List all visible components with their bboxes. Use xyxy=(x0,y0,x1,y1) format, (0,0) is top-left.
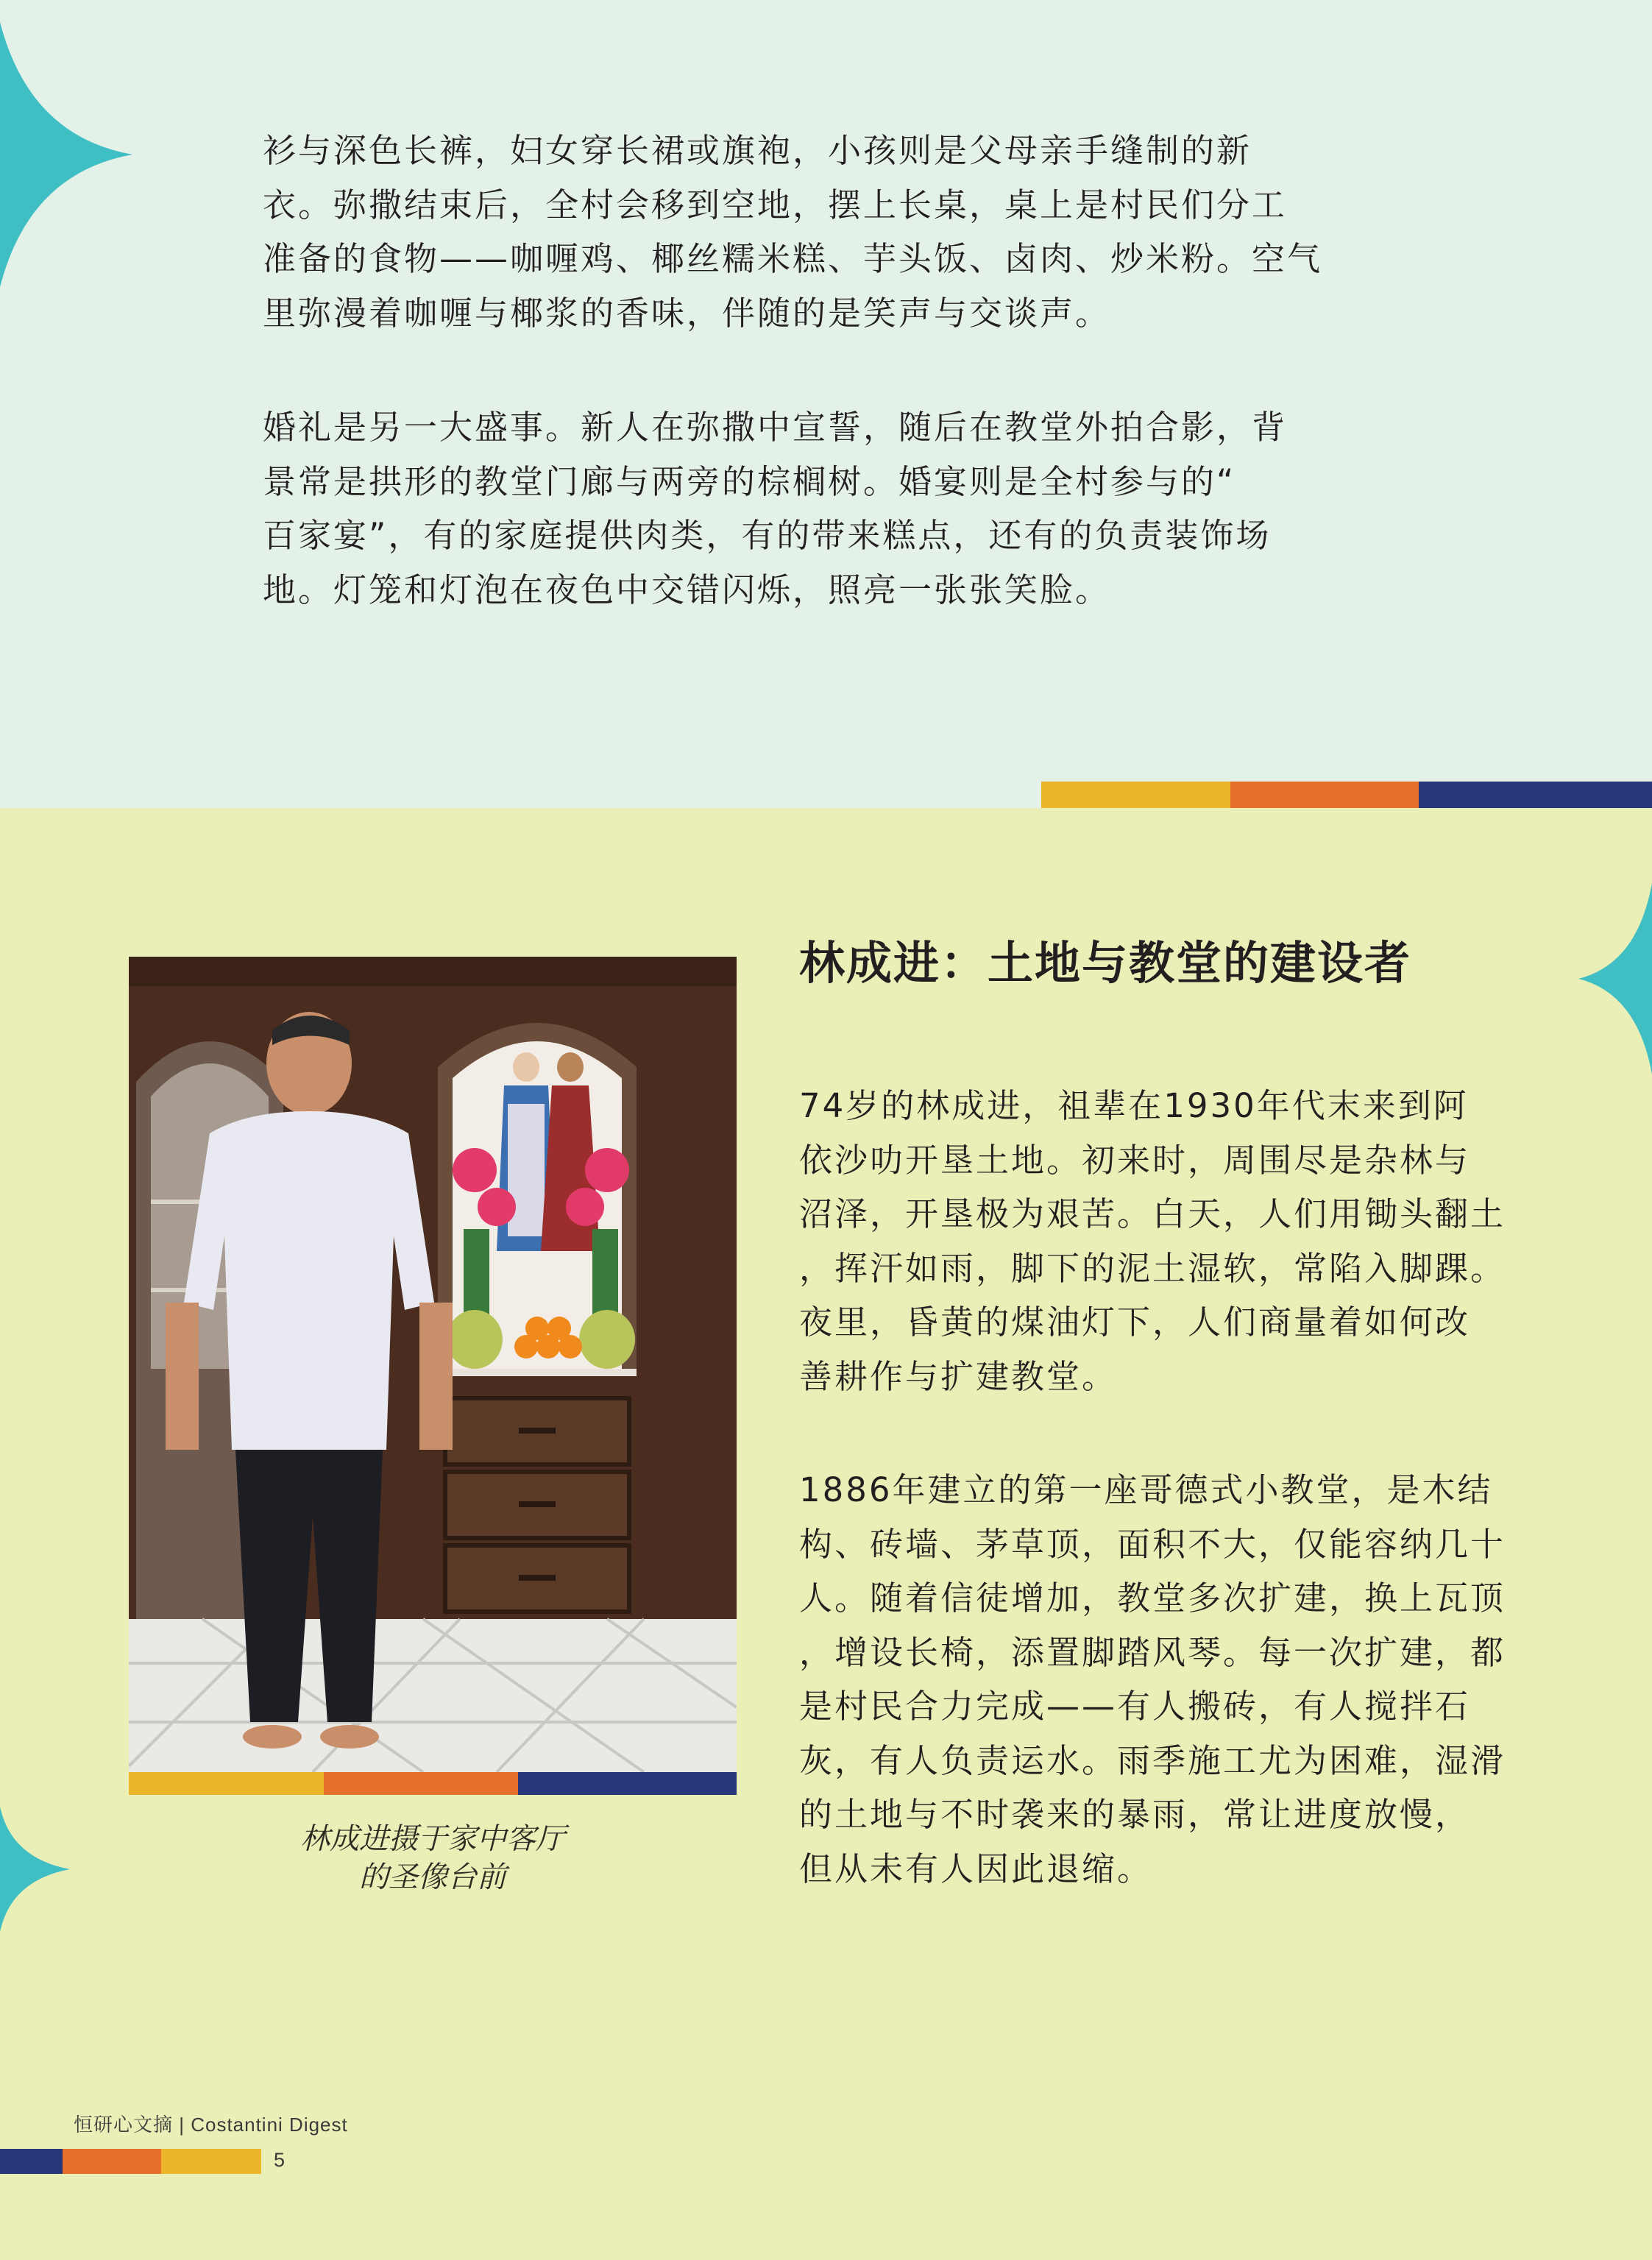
section-heading: 林成进：土地与教堂的建设者 xyxy=(799,936,1412,990)
footer-stripe-orange xyxy=(63,2149,161,2174)
paragraph-wedding: 婚礼是另一大盛事。新人在弥撒中宣誓，随后在教堂外拍合影，背 景常是拱形的教堂门廊与两旁的棕榈树。婚宴则是全村参与的“ 百家宴”，有的家庭提供肉类，有的带来糕点，还有的负责装饰场 地。灯笼和灯泡在夜色中交错闪烁，照亮一张张笑脸。 xyxy=(263,408,1288,609)
paragraph-ancestors: 74岁的林成进，祖辈在1930年代末来到阿 依沙叻开垦土地。初来时，周围尽是杂林与 沼泽，开垦极为艰苦。白天，人们用锄头翻土 ，挥汗如雨，脚下的泥土湿软，常陷入脚踝。 夜里，昏黄的煤油灯下，人们商量着如何改 善耕作与扩建教堂。 xyxy=(799,1086,1506,1396)
teal-star-ornament-left-lower xyxy=(0,1807,70,1932)
color-stripe-navy xyxy=(1419,782,1652,808)
footer-stripe-yellow xyxy=(161,2149,261,2174)
color-stripe-yellow xyxy=(1041,782,1230,808)
portrait-photo xyxy=(129,957,737,1772)
publication-name: 恒研心文摘 | Costantini Digest xyxy=(74,2114,348,2136)
teal-star-ornament-right xyxy=(1578,883,1652,1074)
paragraph-festival: 衫与深色长裤，妇女穿长裙或旗袍，小孩则是父母亲手缝制的新 衣。弥撒结束后，全村会移到空地，摆上长桌，桌上是村民们分工 准备的食物——咖喱鸡、椰丝糯米糕、芋头饭、卤肉、炒米粉。空气 里弥漫着咖喱与椰浆的香味，伴随的是笑声与交谈声。 xyxy=(263,131,1323,333)
photo-stripe-navy xyxy=(518,1772,737,1795)
photo-caption: 林成进摄于家中客厅 的圣像台前 xyxy=(300,1822,565,1894)
paragraph-church-history: 1886年建立的第一座哥德式小教堂，是木结 构、砖墙、茅草顶，面积不大，仅能容纳几十 人。随着信徒增加，教堂多次扩建，换上瓦顶 ，增设长椅，添置脚踏风琴。每一次扩建，都 是村民合力完成——有人搬砖，有人搅拌石 灰，有人负责运水。雨季施工尤为困难，湿滑 的土地与不时袭来的暴雨，常让进度放慢， 但从未有人因此退缩。 xyxy=(799,1470,1506,1888)
footer-stripe-navy xyxy=(0,2149,63,2174)
page-number: 5 xyxy=(274,2149,286,2171)
portrait-photo-illustration xyxy=(129,957,737,1772)
photo-stripe-yellow xyxy=(129,1772,324,1795)
color-stripe-orange xyxy=(1230,782,1419,808)
photo-stripe-orange xyxy=(324,1772,518,1795)
teal-star-ornament-top-left xyxy=(0,0,132,309)
